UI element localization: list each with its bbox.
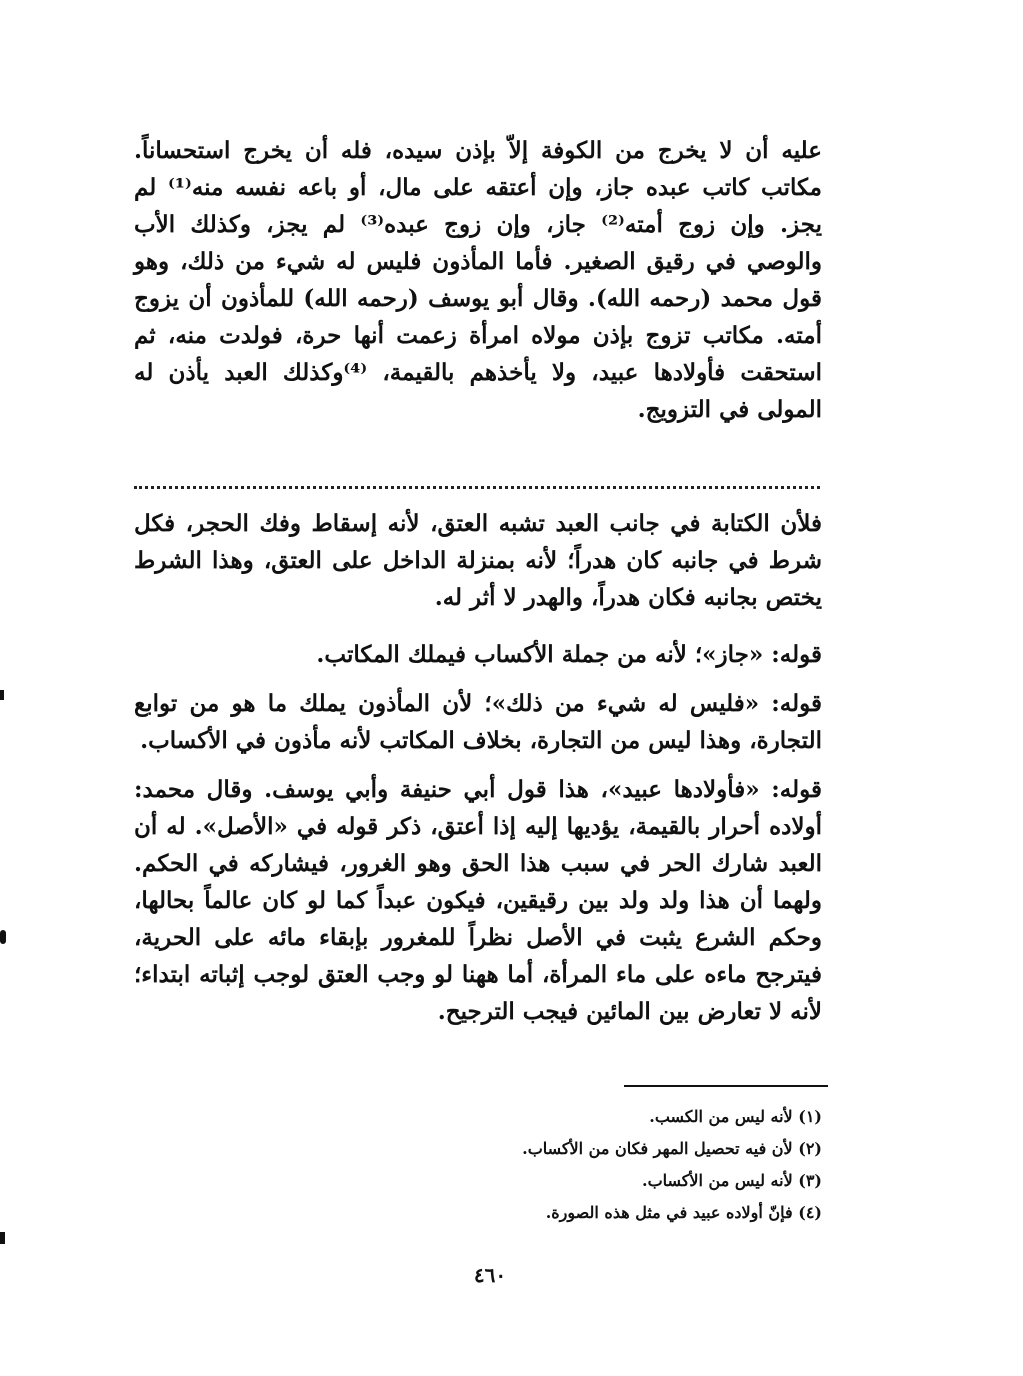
commentary-item bbox=[134, 636, 822, 673]
commentary-intro: فلأن الكتابة في جانب العبد تشبه العتق، لأنه إسقاط وفك الحجر، فكل شرط في جانبه كان هدراً؛ لأنه بمنزلة الداخل على العتق، وهذا الشرط يختص بجانبه فكان هدراً، والهدر لا أثر له. bbox=[134, 510, 822, 611]
commentary-text: «فأولادها عبيد»، هذا قول أبي حنيفة وأبي يوسف. وقال محمد: أولاده أحرار بالقيمة، يؤديها إليه إذا أعتق، ذكر قوله في «الأصل». له أن العبد شارك الحر في سبب هذا الحق وهو الغرور، فيشاركه في الحكم. ولهما أن هذا ولد ولد بين رقيقين، فيكون عبداً كما لو كان عالماً بحالها، وحكم الشرع يثبت في الأصل نظراً للمغرور بإبقاء مائه على الحرية، فيترجح ماءه على ماء المرأة، أما ههنا لو وجب العتق لوجب إثباته ابتداء؛ لأنه لا تعارض بين المائين فيجب الترجيح. bbox=[134, 776, 822, 1025]
page-number: ٤٦٠ bbox=[473, 1263, 507, 1287]
dotted-separator bbox=[134, 486, 820, 489]
commentary-item bbox=[134, 685, 822, 759]
footnote: (٣) لأنه ليس من الأكساب. bbox=[642, 1171, 822, 1190]
commentary-item bbox=[134, 771, 822, 1030]
footnote: (٢) لأن فيه تحصيل المهر فكان من الأكساب. bbox=[522, 1139, 822, 1158]
commentary-text: «جاز»؛ لأنه من جملة الأكساب فيملك المكاتب. bbox=[316, 641, 772, 668]
commentary bbox=[134, 505, 822, 1042]
commentary-lead: قوله: bbox=[771, 776, 822, 803]
footnote: (٤) فإنّ أولاده عبيد في مثل هذه الصورة. bbox=[545, 1203, 822, 1222]
footnotes bbox=[470, 1101, 822, 1229]
main-paragraph: عليه أن لا يخرج من الكوفة إلاّ بإذن سيده، فله أن يخرج استحساناً. مكاتب كاتب عبده جاز، وإن أعتقه على مال، أو باعه نفسه منه⁽¹⁾ لم يجز. وإن زوج أمته⁽²⁾ جاز، وإن زوج عبده⁽³⁾ لم يجز، وكذلك الأب والوصي في رقيق الصغير. فأما المأذون فليس له شيء من ذلك، وهو قول محمد (رحمه الله). وقال أبو يوسف (رحمه الله) للمأذون أن يزوج أمته. مكاتب تزوج بإذن مولاه امرأة زعمت أنها حرة، فولدت منه، ثم استحقت فأولادها عبيد، ولا يأخذهم بالقيمة، ⁽⁴⁾وكذلك العبد يأذن له المولى في التزويج. bbox=[134, 137, 823, 423]
footnote: (١) لأنه ليس من الكسب. bbox=[649, 1107, 822, 1126]
main-text bbox=[134, 132, 822, 428]
scan-margin-mark bbox=[0, 1232, 5, 1244]
commentary-lead: قوله: bbox=[771, 690, 822, 717]
scan-margin-mark bbox=[0, 930, 6, 944]
footnote-rule bbox=[624, 1085, 828, 1087]
commentary-text: «فليس له شيء من ذلك»؛ لأن المأذون يملك ما هو من توابع التجارة، وهذا ليس من التجارة، بخلاف المكاتب لأنه مأذون في الأكساب. bbox=[134, 690, 822, 754]
scan-margin-mark bbox=[0, 690, 4, 700]
commentary-lead: قوله: bbox=[771, 641, 822, 668]
